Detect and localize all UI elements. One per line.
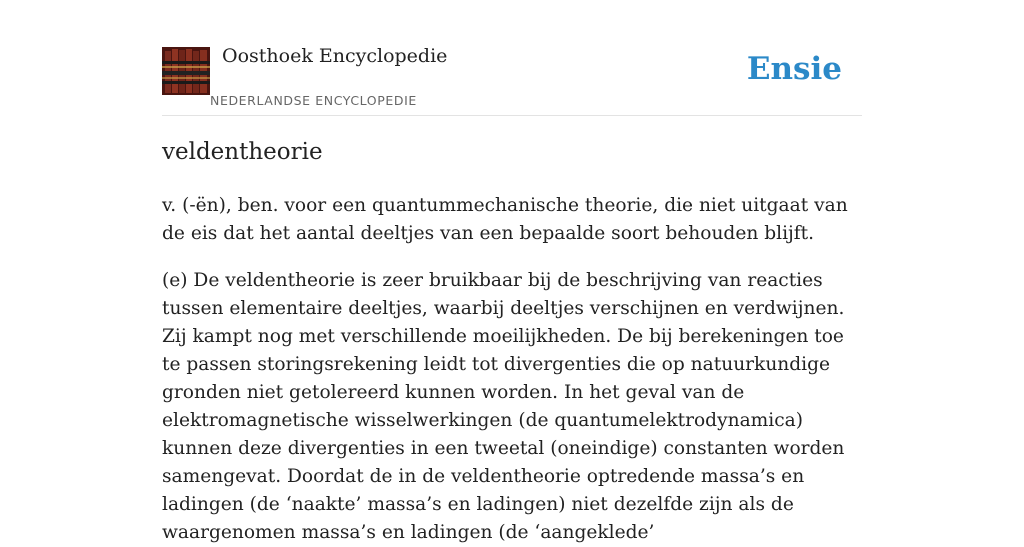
article-container <box>162 0 862 543</box>
entry-paragraph-1: v. (-ën), ben. voor een quantummechanische theorie, die niet uitgaat van de eis dat het aantal deeltjes van een bepaalde soort behouden blijft. <box>162 195 848 244</box>
source-subtitle: NEDERLANDSE ENCYCLOPEDIE <box>210 93 417 108</box>
source-title[interactable]: Oosthoek Encyclopedie <box>222 45 448 67</box>
entry-paragraph-2: (e) De veldentheorie is zeer bruikbaar bij de beschrijving van reacties tussen elementaire deeltjes, waarbij deeltjes verschijnen en verdwijnen. Zij kampt nog met verschillende moeilijkheden. De bij berekeningen toe te passen storingsrekening leidt tot divergenties die op natuurkundige gronden niet getolereerd kunnen worden. In het geval van de elektromagnetische wisselwerkingen (de quantumelektrodynamica) kunnen deze divergenties in een tweetal (oneindige) constanten worden samengevat. Doordat de in de veldentheorie optredende massa’s en ladingen (de ‘naakte’ massa’s en ladingen) niet dezelfde zijn als de waargenomen massa’s en ladingen (de ‘aangeklede’ <box>162 270 845 543</box>
brand-logo[interactable]: Ensie <box>746 51 842 87</box>
encyclopedia-books-icon[interactable] <box>162 47 210 95</box>
header <box>162 0 862 116</box>
entry-title: veldentheorie <box>162 139 323 165</box>
